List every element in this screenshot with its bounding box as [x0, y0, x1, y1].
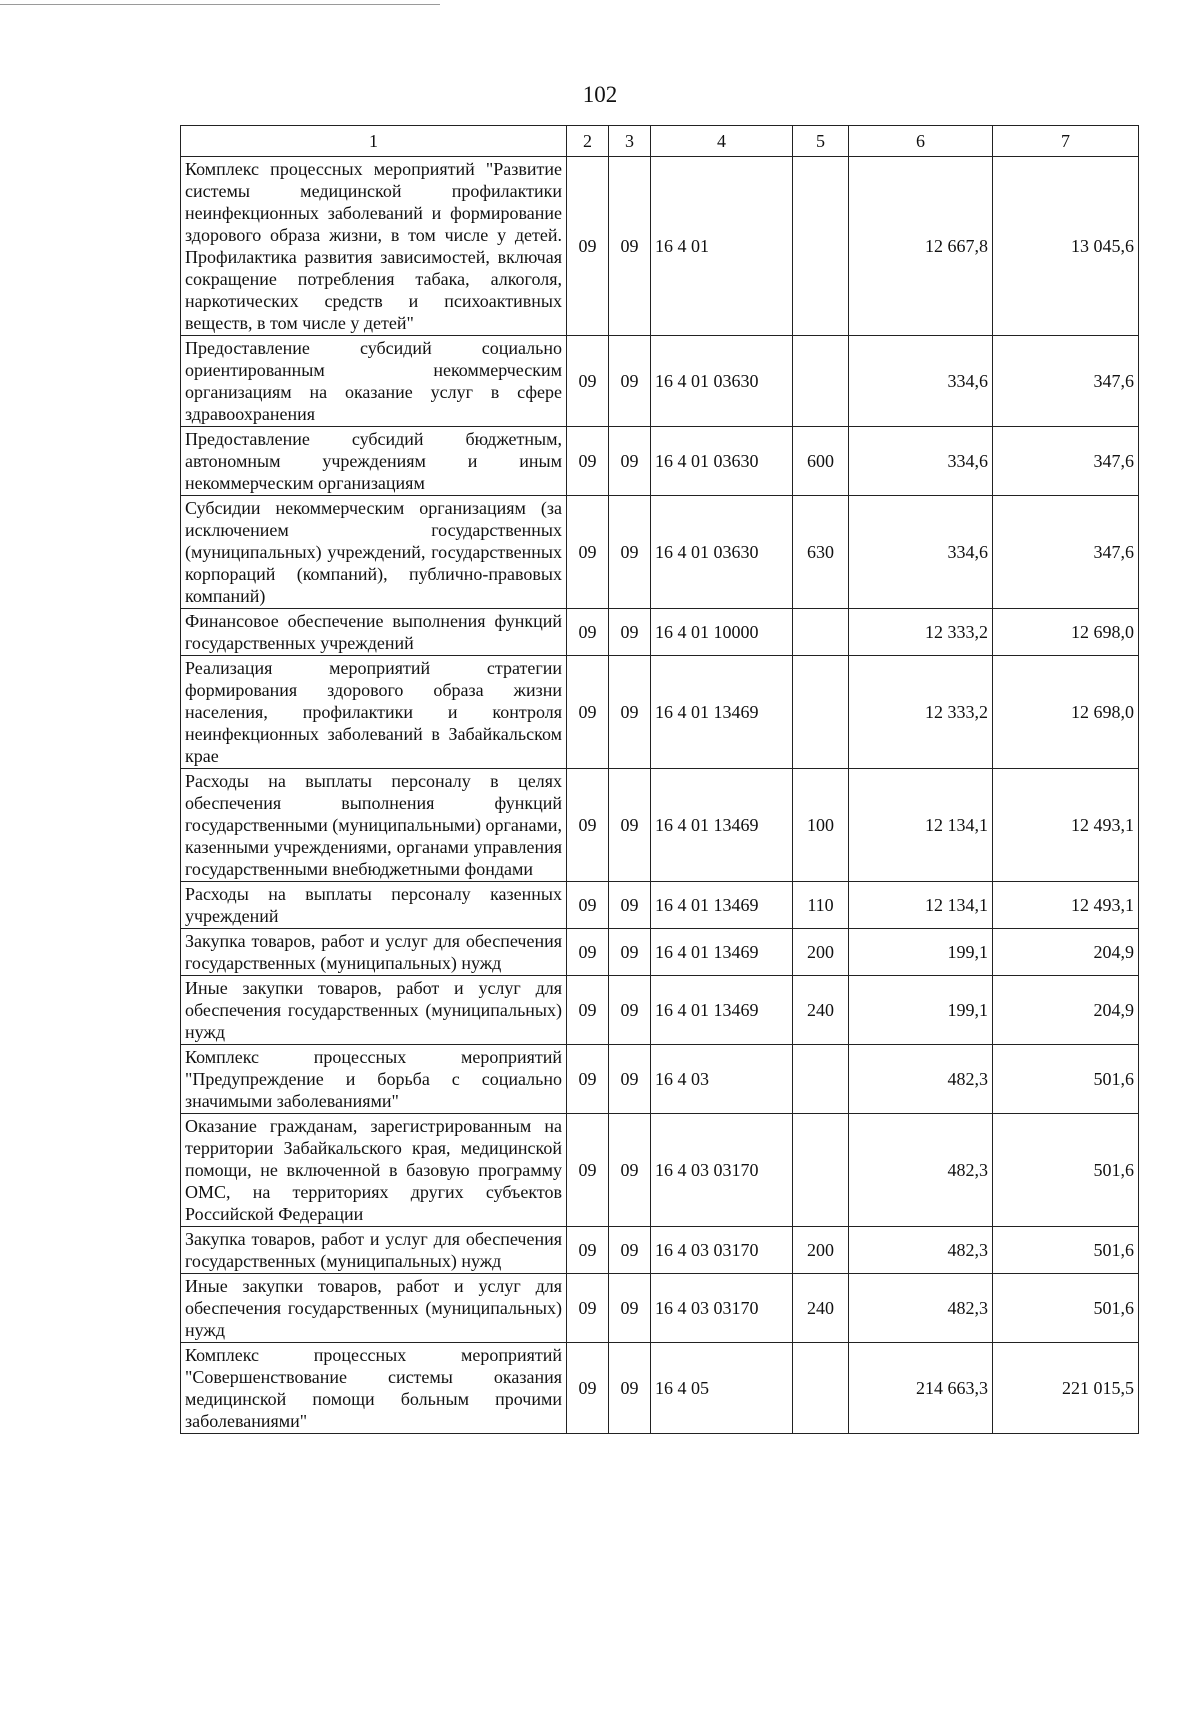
table-row — [181, 656, 1139, 769]
column-header: 6 — [849, 126, 993, 157]
amount-year-1: 12 134,1 — [849, 769, 993, 882]
amount-year-1: 12 333,2 — [849, 609, 993, 656]
section-code: 09 — [567, 976, 609, 1045]
amount-year-2: 221 015,5 — [993, 1343, 1139, 1434]
expense-type-code — [793, 1343, 849, 1434]
table-row — [181, 496, 1139, 609]
amount-year-1: 334,6 — [849, 336, 993, 427]
section-code: 09 — [567, 609, 609, 656]
subsection-code: 09 — [609, 882, 651, 929]
table-row — [181, 1114, 1139, 1227]
section-code: 09 — [567, 769, 609, 882]
section-code: 09 — [567, 1274, 609, 1343]
table-row — [181, 1227, 1139, 1274]
section-code: 09 — [567, 496, 609, 609]
section-code: 09 — [567, 1114, 609, 1227]
table-row — [181, 427, 1139, 496]
amount-year-1: 12 134,1 — [849, 882, 993, 929]
subsection-code: 09 — [609, 929, 651, 976]
amount-year-1: 12 667,8 — [849, 157, 993, 336]
expense-type-code: 100 — [793, 769, 849, 882]
target-article-code: 16 4 01 — [651, 157, 793, 336]
section-code: 09 — [567, 336, 609, 427]
amount-year-2: 204,9 — [993, 929, 1139, 976]
target-article-code: 16 4 01 03630 — [651, 496, 793, 609]
subsection-code: 09 — [609, 157, 651, 336]
expense-type-code — [793, 157, 849, 336]
subsection-code: 09 — [609, 976, 651, 1045]
column-header: 3 — [609, 126, 651, 157]
target-article-code: 16 4 01 10000 — [651, 609, 793, 656]
table-row — [181, 1045, 1139, 1114]
expense-name: Комплекс процессных мероприятий "Развитие системы медицинской профилактики неинфекционных заболеваний и формирование здорового образа жизни, в том числе у детей. Профилактика развития зависимостей, включая сокращение потребления табака, алкоголя, наркотических средств и психоактивных веществ, в том числе у детей" — [181, 157, 567, 336]
expense-name: Финансовое обеспечение выполнения функций государственных учреждений — [181, 609, 567, 656]
target-article-code: 16 4 03 03170 — [651, 1227, 793, 1274]
section-code: 09 — [567, 656, 609, 769]
target-article-code: 16 4 01 03630 — [651, 427, 793, 496]
column-header: 7 — [993, 126, 1139, 157]
subsection-code: 09 — [609, 496, 651, 609]
table-row — [181, 1343, 1139, 1434]
budget-table — [180, 125, 1139, 1434]
target-article-code: 16 4 03 03170 — [651, 1274, 793, 1343]
target-article-code: 16 4 01 13469 — [651, 769, 793, 882]
expense-type-code: 600 — [793, 427, 849, 496]
amount-year-1: 482,3 — [849, 1227, 993, 1274]
table-row — [181, 882, 1139, 929]
target-article-code: 16 4 01 13469 — [651, 929, 793, 976]
expense-type-code — [793, 1114, 849, 1227]
target-article-code: 16 4 01 13469 — [651, 976, 793, 1045]
amount-year-2: 204,9 — [993, 976, 1139, 1045]
amount-year-1: 199,1 — [849, 929, 993, 976]
amount-year-2: 347,6 — [993, 336, 1139, 427]
column-header: 2 — [567, 126, 609, 157]
target-article-code: 16 4 05 — [651, 1343, 793, 1434]
expense-name: Комплекс процессных мероприятий "Совершенствование системы оказания медицинской помощи больным прочими заболеваниями" — [181, 1343, 567, 1434]
subsection-code: 09 — [609, 336, 651, 427]
expense-type-code: 240 — [793, 1274, 849, 1343]
expense-type-code — [793, 609, 849, 656]
table-row — [181, 976, 1139, 1045]
section-code: 09 — [567, 427, 609, 496]
amount-year-2: 501,6 — [993, 1114, 1139, 1227]
subsection-code: 09 — [609, 427, 651, 496]
expense-type-code: 240 — [793, 976, 849, 1045]
amount-year-2: 12 493,1 — [993, 882, 1139, 929]
subsection-code: 09 — [609, 656, 651, 769]
expense-name: Оказание гражданам, зарегистрированным на территории Забайкальского края, медицинской помощи, не включенной в базовую программу ОМС, на территориях других субъектов Российской Федерации — [181, 1114, 567, 1227]
section-code: 09 — [567, 1045, 609, 1114]
header-row — [181, 126, 1139, 157]
table-row — [181, 1274, 1139, 1343]
subsection-code: 09 — [609, 769, 651, 882]
expense-name: Расходы на выплаты персоналу казенных учреждений — [181, 882, 567, 929]
expense-name: Предоставление субсидий социально ориентированным некоммерческим организациям на оказание услуг в сфере здравоохранения — [181, 336, 567, 427]
amount-year-2: 501,6 — [993, 1227, 1139, 1274]
amount-year-2: 12 698,0 — [993, 656, 1139, 769]
amount-year-1: 334,6 — [849, 427, 993, 496]
subsection-code: 09 — [609, 1274, 651, 1343]
expense-type-code: 630 — [793, 496, 849, 609]
expense-type-code: 200 — [793, 1227, 849, 1274]
table-body — [181, 157, 1139, 1434]
amount-year-2: 12 493,1 — [993, 769, 1139, 882]
amount-year-1: 334,6 — [849, 496, 993, 609]
section-code: 09 — [567, 1343, 609, 1434]
amount-year-1: 482,3 — [849, 1045, 993, 1114]
expense-name: Реализация мероприятий стратегии формирования здорового образа жизни населения, профилактики и контроля неинфекционных заболеваний в Забайкальском крае — [181, 656, 567, 769]
amount-year-2: 347,6 — [993, 496, 1139, 609]
amount-year-1: 482,3 — [849, 1114, 993, 1227]
amount-year-1: 12 333,2 — [849, 656, 993, 769]
section-code: 09 — [567, 882, 609, 929]
amount-year-1: 199,1 — [849, 976, 993, 1045]
expense-name: Предоставление субсидий бюджетным, автономным учреждениям и иным некоммерческим организациям — [181, 427, 567, 496]
column-header: 5 — [793, 126, 849, 157]
subsection-code: 09 — [609, 1114, 651, 1227]
expense-name: Комплекс процессных мероприятий "Предупреждение и борьба с социально значимыми заболеваниями" — [181, 1045, 567, 1114]
section-code: 09 — [567, 1227, 609, 1274]
expense-type-code — [793, 656, 849, 769]
amount-year-1: 214 663,3 — [849, 1343, 993, 1434]
target-article-code: 16 4 01 03630 — [651, 336, 793, 427]
amount-year-1: 482,3 — [849, 1274, 993, 1343]
table-row — [181, 336, 1139, 427]
section-code: 09 — [567, 929, 609, 976]
expense-name: Субсидии некоммерческим организациям (за исключением государственных (муниципальных) учреждений, государственных корпораций (компаний), публично-правовых компаний) — [181, 496, 567, 609]
subsection-code: 09 — [609, 1045, 651, 1114]
target-article-code: 16 4 03 — [651, 1045, 793, 1114]
subsection-code: 09 — [609, 1227, 651, 1274]
expense-type-code: 200 — [793, 929, 849, 976]
expense-name: Закупка товаров, работ и услуг для обеспечения государственных (муниципальных) нужд — [181, 1227, 567, 1274]
amount-year-2: 13 045,6 — [993, 157, 1139, 336]
subsection-code: 09 — [609, 609, 651, 656]
expense-name: Иные закупки товаров, работ и услуг для обеспечения государственных (муниципальных) нужд — [181, 1274, 567, 1343]
table-row — [181, 769, 1139, 882]
table-row — [181, 929, 1139, 976]
amount-year-2: 347,6 — [993, 427, 1139, 496]
section-code: 09 — [567, 157, 609, 336]
expense-type-code — [793, 336, 849, 427]
amount-year-2: 12 698,0 — [993, 609, 1139, 656]
target-article-code: 16 4 01 13469 — [651, 656, 793, 769]
column-header: 1 — [181, 126, 567, 157]
expense-name: Расходы на выплаты персоналу в целях обеспечения выполнения функций государственными (муниципальными) органами, казенными учреждениями, органами управления государственными внебюджетными фондами — [181, 769, 567, 882]
expense-name: Иные закупки товаров, работ и услуг для обеспечения государственных (муниципальных) нужд — [181, 976, 567, 1045]
column-header: 4 — [651, 126, 793, 157]
amount-year-2: 501,6 — [993, 1274, 1139, 1343]
expense-type-code — [793, 1045, 849, 1114]
subsection-code: 09 — [609, 1343, 651, 1434]
amount-year-2: 501,6 — [993, 1045, 1139, 1114]
expense-type-code: 110 — [793, 882, 849, 929]
page-number: 102 — [582, 82, 618, 107]
table-row — [181, 157, 1139, 336]
scan-artifact-line — [0, 4, 440, 5]
expense-name: Закупка товаров, работ и услуг для обеспечения государственных (муниципальных) нужд — [181, 929, 567, 976]
target-article-code: 16 4 03 03170 — [651, 1114, 793, 1227]
table-row — [181, 609, 1139, 656]
target-article-code: 16 4 01 13469 — [651, 882, 793, 929]
